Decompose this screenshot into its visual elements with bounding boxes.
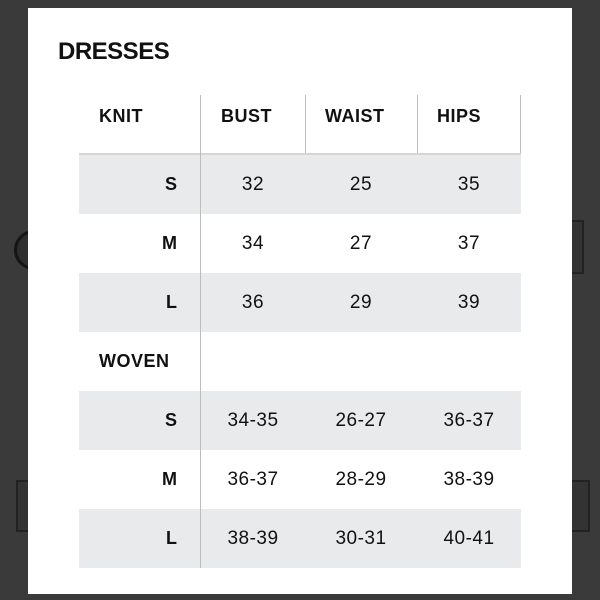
size-table	[79, 87, 521, 559]
bust-value: 34-35	[227, 409, 279, 431]
size-label: M	[162, 233, 177, 253]
hips-value: 38-39	[443, 468, 495, 490]
size-label: S	[164, 410, 177, 430]
modal-title: DRESSES	[58, 38, 170, 65]
waist-value: 25	[349, 173, 373, 195]
table-row	[79, 273, 521, 332]
woven-section-label: WOVEN	[99, 351, 170, 371]
table-row	[79, 450, 521, 509]
column-divider	[200, 95, 201, 568]
bust-value: 34	[241, 232, 265, 254]
bust-value: 36-37	[227, 468, 279, 490]
waist-value: 26-27	[335, 409, 387, 431]
size-label: L	[166, 528, 177, 548]
hips-value: 36-37	[443, 409, 495, 431]
table-row	[79, 509, 521, 568]
waist-value: 30-31	[335, 527, 387, 549]
table-row	[79, 155, 521, 214]
size-chart-modal	[28, 8, 572, 594]
size-label: M	[162, 469, 177, 489]
woven-section-row	[79, 332, 521, 391]
header-divider-hips	[520, 95, 521, 153]
table-header-row	[79, 87, 521, 146]
col-header-hips: HIPS	[437, 106, 482, 126]
table-row	[79, 214, 521, 273]
waist-value: 28-29	[335, 468, 387, 490]
hips-value: 35	[457, 173, 481, 195]
bust-value: 36	[241, 291, 265, 313]
col-header-knit: KNIT	[99, 106, 143, 126]
col-header-bust: BUST	[221, 106, 272, 126]
bust-value: 32	[241, 173, 265, 195]
waist-value: 29	[349, 291, 373, 313]
header-divider-waist	[417, 95, 418, 153]
table-row	[79, 391, 521, 450]
hips-value: 39	[457, 291, 481, 313]
size-label: L	[166, 292, 177, 312]
col-header-waist: WAIST	[325, 106, 385, 126]
bust-value: 38-39	[227, 527, 279, 549]
waist-value: 27	[349, 232, 373, 254]
header-divider-bust	[305, 95, 306, 153]
size-label: S	[164, 174, 177, 194]
hips-value: 40-41	[443, 527, 495, 549]
hips-value: 37	[457, 232, 481, 254]
